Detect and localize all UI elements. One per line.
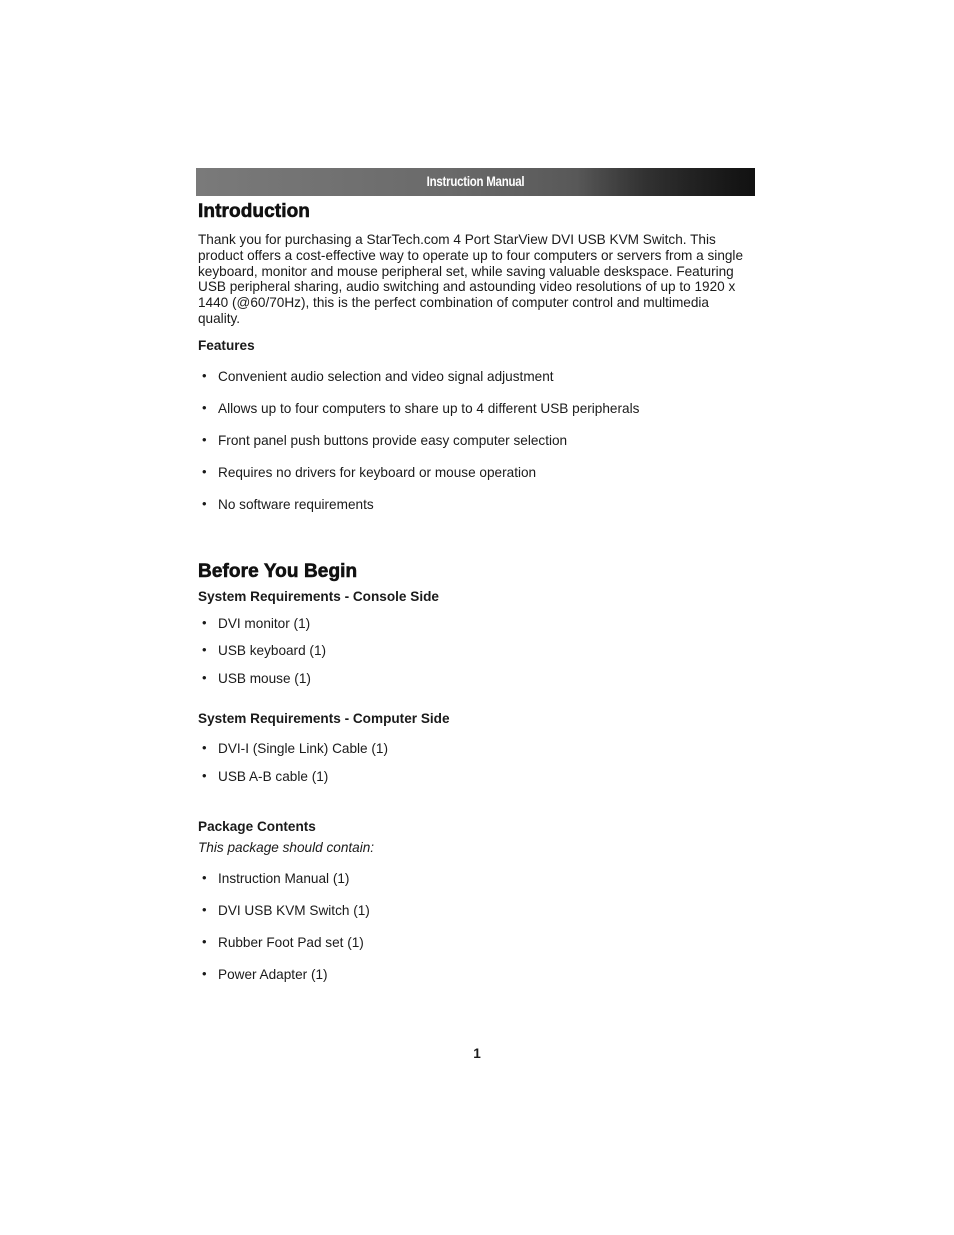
list-item: • Instruction Manual (1) bbox=[196, 871, 755, 903]
introduction-heading: Introduction bbox=[198, 201, 311, 222]
list-item: • Power Adapter (1) bbox=[196, 967, 755, 999]
list-item: • No software requirements bbox=[196, 497, 755, 529]
package-contents-note: This package should contain: bbox=[198, 840, 375, 856]
list-item: • USB keyboard (1) bbox=[196, 643, 755, 671]
list-item: • DVI monitor (1) bbox=[196, 616, 755, 644]
list-item: • DVI USB KVM Switch (1) bbox=[196, 903, 755, 935]
page-number: 1 bbox=[473, 1046, 481, 1061]
computer-requirements-heading: System Requirements - Computer Side bbox=[198, 711, 450, 727]
package-contents-list bbox=[196, 871, 755, 999]
list-item: • DVI-I (Single Link) Cable (1) bbox=[196, 741, 755, 769]
list-item: • Allows up to four computers to share up to 4 different USB peripherals bbox=[196, 401, 755, 433]
features-list bbox=[196, 369, 755, 529]
header-banner bbox=[196, 168, 755, 196]
console-requirements-list bbox=[196, 616, 755, 699]
features-heading: Features bbox=[198, 337, 255, 353]
list-item: • USB A-B cable (1) bbox=[196, 769, 755, 797]
package-contents-heading: Package Contents bbox=[198, 819, 316, 835]
list-item: • Requires no drivers for keyboard or mouse operation bbox=[196, 465, 755, 497]
computer-requirements-list bbox=[196, 741, 755, 797]
banner-title: Instruction Manual bbox=[426, 173, 525, 189]
console-requirements-heading: System Requirements - Console Side bbox=[198, 588, 439, 604]
introduction-paragraph: Thank you for purchasing a StarTech.com 4 Port StarView DVI USB KVM Switch. This product offers a cost-effective way to operate up to four computers or servers from a single keyboard, monitor and mouse peripheral set, while saving valuable deskspace. Featuring USB peripheral sharing, audio switching and astounding video resolutions of up to 1920 x 1440 (@60/70Hz), this is the perfect combination of computer control and multimedia quality. bbox=[198, 232, 744, 326]
list-item: • USB mouse (1) bbox=[196, 671, 755, 699]
manual-page bbox=[196, 168, 755, 999]
list-item: • Convenient audio selection and video signal adjustment bbox=[196, 369, 755, 401]
list-item: • Front panel push buttons provide easy computer selection bbox=[196, 433, 755, 465]
list-item: • Rubber Foot Pad set (1) bbox=[196, 935, 755, 967]
before-you-begin-heading: Before You Begin bbox=[198, 560, 358, 582]
